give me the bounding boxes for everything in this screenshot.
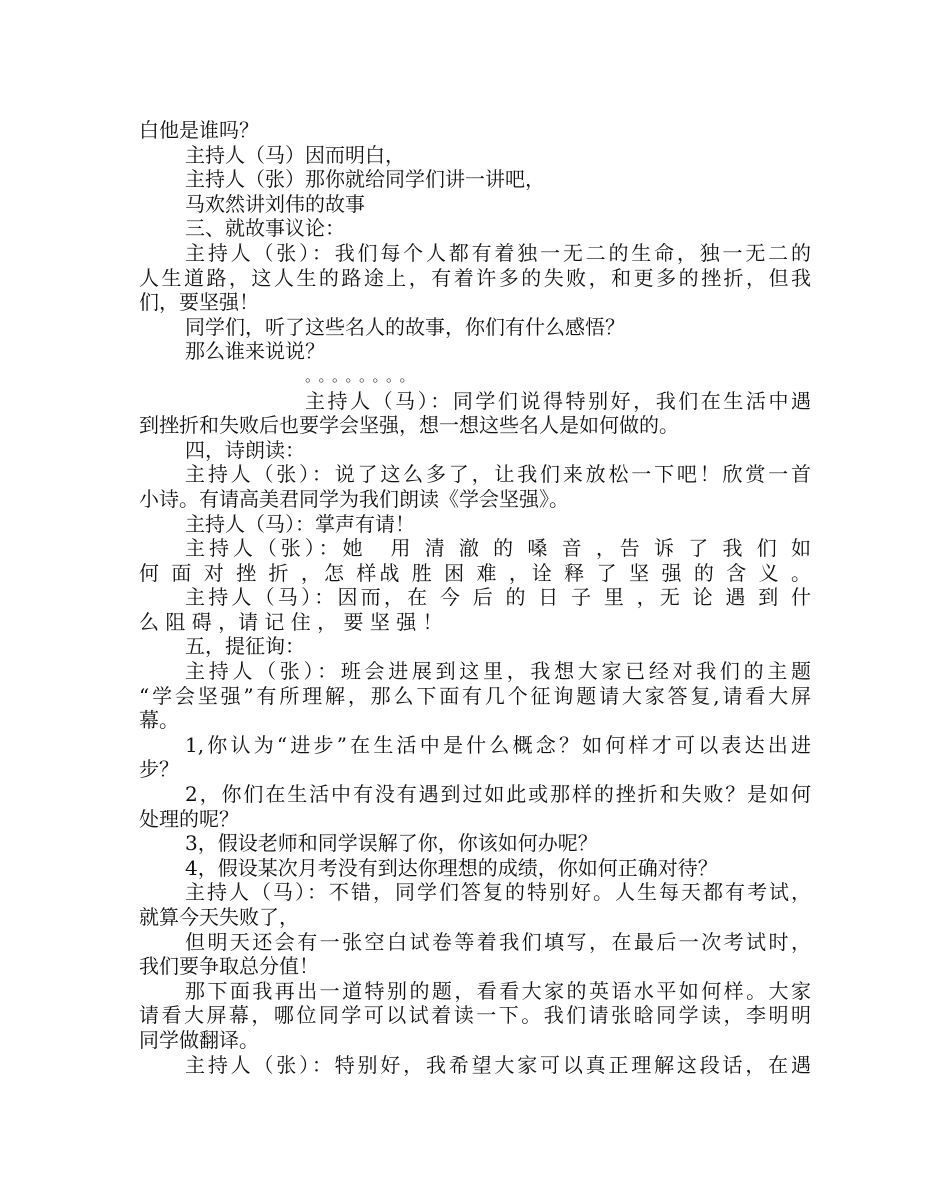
text-line: 白他是谁吗？ [139, 118, 259, 142]
text-line: 主持人（张）那你就给同学们讲一讲吧， [185, 167, 545, 192]
text-line: 主持人（张）：班会进展到这里，我想大家已经对我们的主题 [185, 659, 811, 684]
text-line: 处理的呢？ [139, 806, 239, 831]
text-line: 四，诗朗读： [185, 437, 305, 462]
text-line: 三、就故事议论： [185, 216, 345, 241]
text-line: 主持人（张）：特别好，我希望大家可以真正理解这段话，在遇 [185, 1052, 811, 1077]
text-line: 就算今天失败了， [139, 905, 299, 929]
text-line: 那么谁来说说？ [185, 339, 325, 364]
text-line: 主持人（马）因而明白， [185, 142, 405, 167]
text-line: 主持人（马）：因而，在 今 后 的 日 子 里 ，无 论 遇 到 什 [185, 585, 811, 610]
text-line: 请看大屏幕，哪位同学可以试着读一下。我们请张晗同学读，李明明 [139, 1003, 811, 1028]
text-line: 么 阻 碍 ，请 记 住 ， 要 坚 强 ！ [139, 609, 443, 634]
text-line: 人生道路，这人生的路途上，有着许多的失败，和更多的挫折，但我 [139, 265, 811, 290]
text-line: “学会坚强”有所理解，那么下面有几个征询题请大家答复,请看大屏 [139, 683, 811, 708]
text-line: 幕。 [139, 708, 179, 733]
text-line: 步？ [139, 757, 179, 782]
text-line: 但明天还会有一张空白试卷等着我们填写，在最后一次考试时， [185, 929, 811, 954]
text-line: 五，提征询： [185, 634, 305, 659]
text-line: 马欢然讲刘伟的故事 [185, 191, 365, 216]
text-line: 同学们，听了这些名人的故事，你们有什么感悟？ [185, 314, 625, 339]
text-line: 同学做翻译。 [139, 1027, 259, 1052]
text-line: 2，你们在生活中有没有遇到过如此或那样的挫折和失败？是如何 [185, 782, 811, 807]
text-line: 4，假设某次月考没有到达你理想的成绩，你如何正确对待？ [185, 855, 718, 880]
text-line: 那下面我再出一道特别的题，看看大家的英语水平如何样。大家 [185, 978, 811, 1003]
text-line: 主持人（马）：掌声有请！ [185, 511, 415, 536]
text-line: 我们要争取总分值！ [139, 954, 319, 979]
text-line: 。。。。。。。。 [305, 366, 421, 385]
text-line: 到挫折和失败后也要学会坚强，想一想这些名人是如何做的。 [139, 413, 679, 438]
text-line: 主持人（张）：我们每个人都有着独一无二的生命，独一无二的 [185, 240, 811, 265]
document-page [139, 118, 811, 1077]
text-line: 们，要坚强！ [139, 290, 259, 315]
text-line: 1,你认为“进步”在生活中是什么概念？如何样才可以表达出进 [185, 732, 811, 757]
text-line: 3，假设老师和同学误解了你，你该如何办呢？ [185, 831, 598, 856]
text-line: 主持人（张）：说了这么多了，让我们来放松一下吧！欣赏一首 [185, 462, 811, 487]
text-line: 主持人（马）：不错，同学们答复的特别好。人生每天都有考试， [185, 880, 811, 905]
text-line: 何 面 对 挫 折 ，怎 样战 胜 困 难 ，诠 释 了 坚 强 的 含 义 。 [139, 560, 811, 585]
text-line: 主持人（张）：她 用 清 澈 的 嗓 音 ，告 诉 了 我 们 如 [185, 536, 811, 561]
text-line: 小诗。有请高美君同学为我们朗读《学会坚强》。 [139, 486, 569, 511]
text-line: 主持人（马）：同学们说得特别好，我们在生活中遇 [305, 388, 811, 413]
